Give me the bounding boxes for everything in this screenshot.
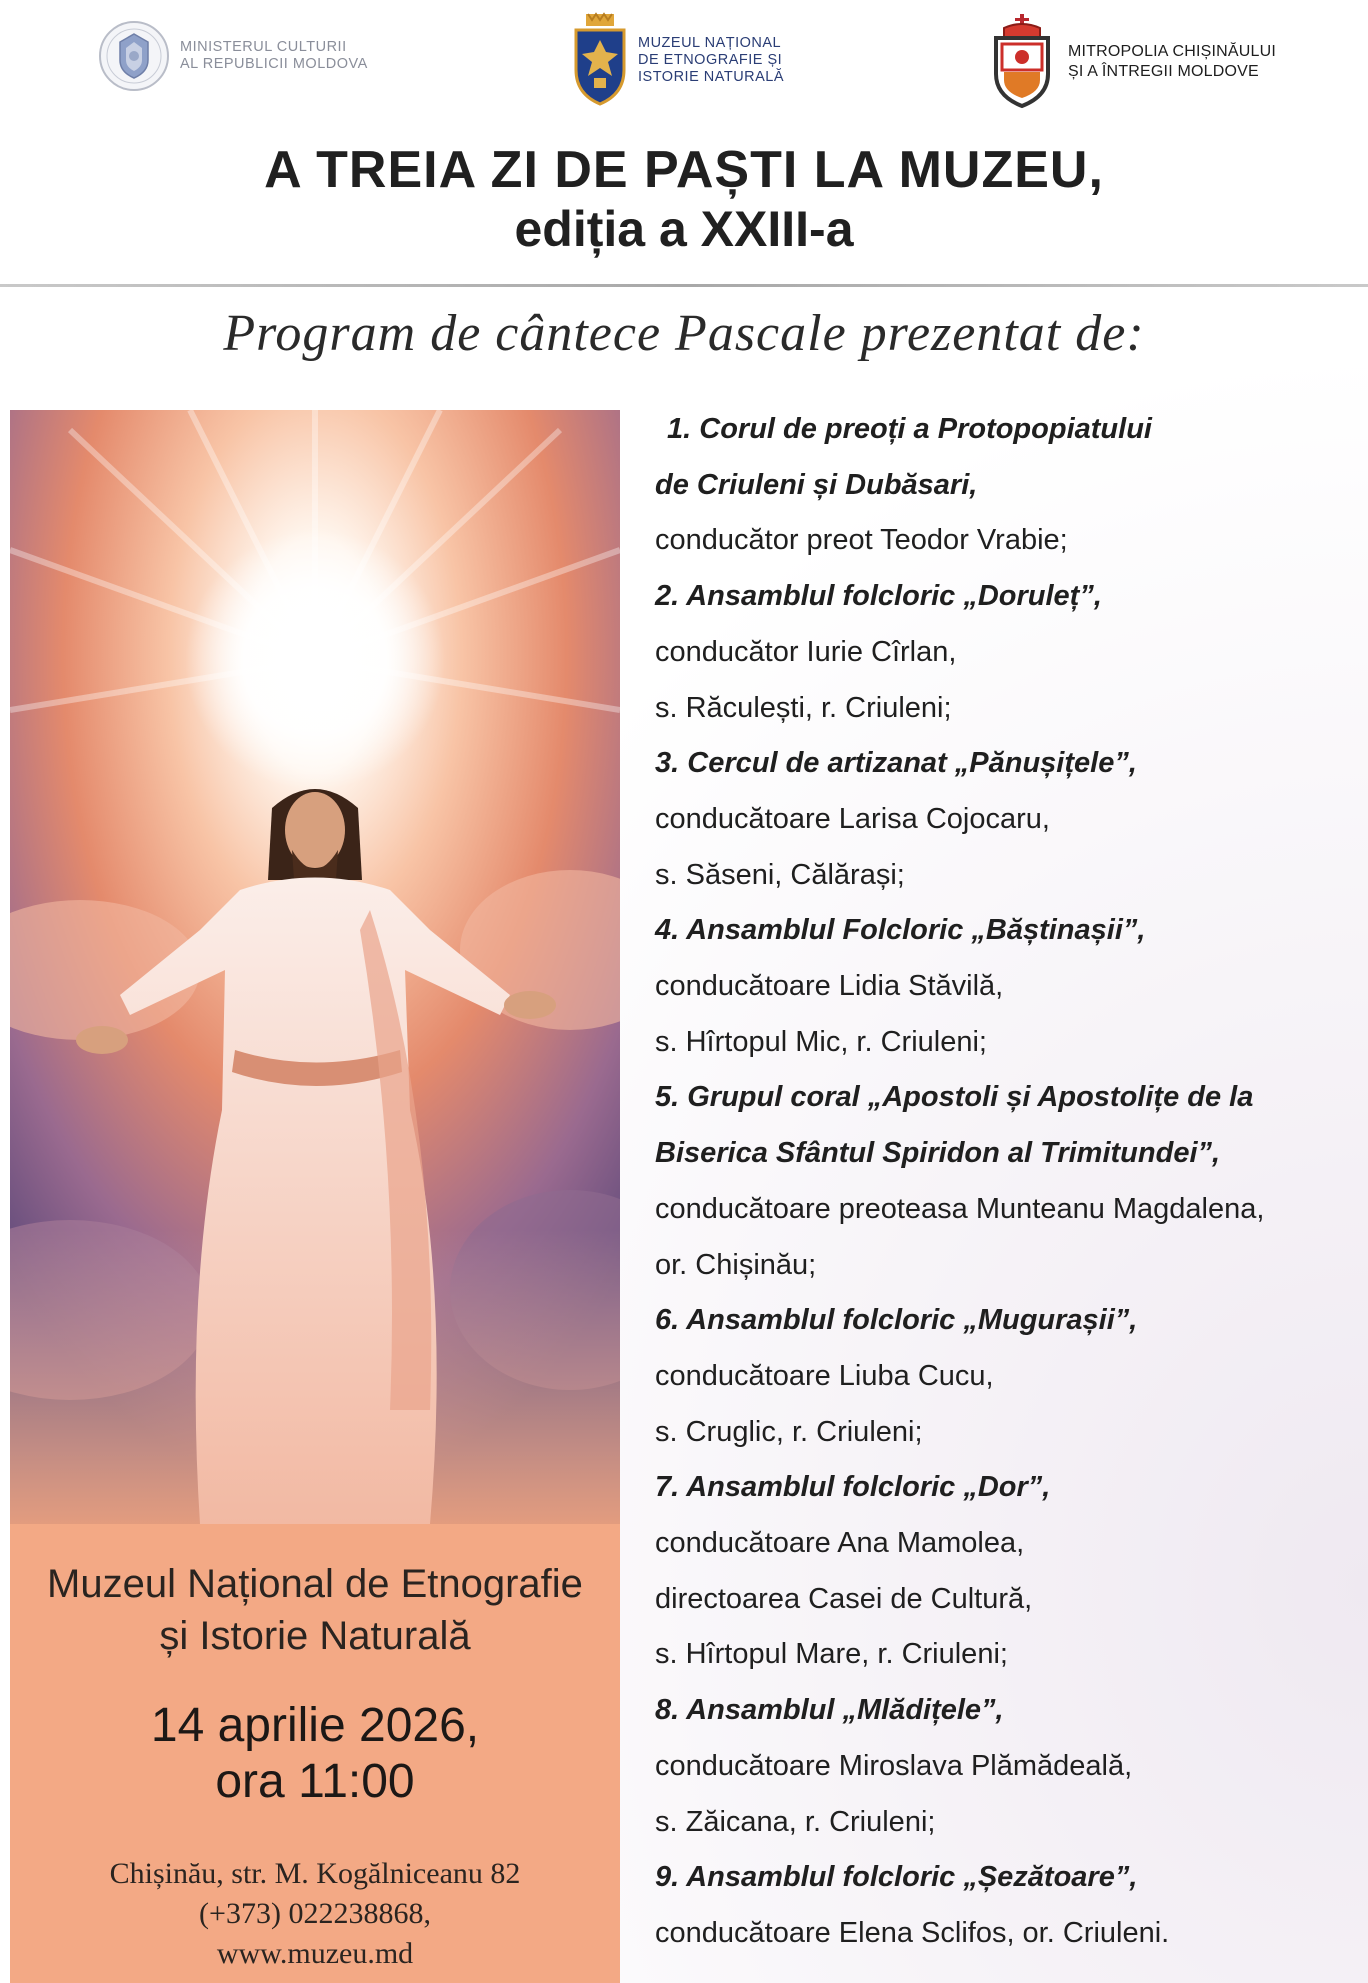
program-entry-detail: s. Cruglic, r. Criuleni; (655, 1415, 923, 1448)
program-entry-number: 3. (655, 747, 680, 780)
program-entry-title (655, 1460, 1355, 1516)
ministry-line-1: MINISTERUL CULTURII (180, 39, 347, 55)
program-entry-detail: conducătoare preoteasa Munteanu Magdalena, (655, 1192, 1265, 1225)
program-entry-detail: conducătoare Liuba Cucu, (655, 1359, 994, 1392)
ministry-line-2: AL REPUBLICII MOLDOVA (180, 56, 368, 72)
program-entry (655, 1850, 1355, 1961)
program-entry (655, 402, 1355, 569)
program-entry-number: 8. (655, 1694, 680, 1727)
program-entry-title-text: Ansamblul Folcloric „Băștinașii”, (686, 914, 1146, 947)
program-entry-title-text: Cercul de artizanat „Pănușițele”, (687, 747, 1137, 780)
event-title (0, 140, 1368, 258)
program-entry-title (655, 1293, 1355, 1349)
program-entry-title (655, 1070, 1355, 1126)
program-entry-title (655, 1126, 1355, 1182)
museum-shield-icon (572, 12, 628, 108)
program-subtitle: Program de cântece Pascale prezentat de: (223, 305, 1145, 362)
program-entry-title (655, 458, 1355, 514)
program-entry-title (655, 569, 1355, 625)
program-entry-detail: s. Săseni, Călărași; (655, 858, 905, 891)
program-entry (655, 1293, 1355, 1460)
program-entry-title (655, 736, 1355, 792)
program-list (655, 402, 1355, 1962)
logo-bar (0, 12, 1368, 122)
program-entry-title-text: Corul de preoți a Protopopiatului (699, 413, 1152, 445)
event-date: 14 aprilie 2026, (150, 1699, 480, 1752)
program-entry-number: 4. (655, 914, 680, 947)
title-divider (0, 284, 1368, 287)
event-time: ora 11:00 (215, 1755, 415, 1808)
museum-line-1: MUZEUL NAȚIONAL (638, 34, 782, 51)
metropolis-line-2: ȘI A ÎNTREGII MOLDOVE (1068, 63, 1259, 80)
title-line-2: ediția a XXIII-a (514, 201, 854, 257)
program-entry-detail: conducătoare Larisa Cojocaru, (655, 802, 1050, 835)
program-entry-number: 5. (655, 1081, 680, 1114)
program-entry-number: 1. (667, 413, 692, 445)
program-entry-detail: directoarea Casei de Cultură, (655, 1582, 1033, 1615)
museum-logo (572, 12, 784, 108)
metropolis-line-1: MITROPOLIA CHIȘINĂULUI (1068, 43, 1276, 60)
program-entry-number: 7. (655, 1471, 680, 1504)
program-entry-title-text: Biserica Sfântul Spiridon al Trimitundei”, (655, 1137, 1221, 1170)
program-entry (655, 736, 1355, 903)
museum-line-3: ISTORIE NATURALĂ (638, 68, 785, 85)
program-entry-detail: conducătoare Ana Mamolea, (655, 1527, 1025, 1560)
ministry-logo (98, 20, 368, 92)
metropolis-crest-icon (986, 14, 1058, 110)
program-entry-number: 2. (655, 580, 680, 613)
program-entry (655, 1070, 1355, 1293)
contact-info (10, 1854, 620, 1974)
metropolis-logo (986, 14, 1276, 110)
program-entry-detail: conducătoare Lidia Stăvilă, (655, 970, 1004, 1003)
program-entry-number: 6. (655, 1304, 680, 1337)
program-entry-title-text: de Criuleni și Dubăsari, (655, 468, 978, 501)
program-entry-title-text: Grupul coral „Apostoli și Apostolițe de la (687, 1081, 1254, 1114)
resurrection-illustration (10, 410, 620, 1524)
program-entry (655, 569, 1355, 736)
contact-website[interactable]: www.muzeu.md (216, 1937, 414, 1970)
program-entry-title (655, 903, 1355, 959)
program-entry-detail: or. Chișinău; (655, 1248, 817, 1281)
program-entry-title-text: Ansamblul folcloric „Mugurașii”, (686, 1304, 1138, 1337)
program-entry-detail: conducătoare Elena Sclifos, or. Criuleni. (655, 1916, 1170, 1949)
venue-line-2: și Istorie Naturală (159, 1614, 471, 1658)
program-entry-title (655, 402, 1355, 458)
program-entry-title-text: Ansamblul folcloric „Dor”, (686, 1471, 1051, 1504)
venue-line-1: Muzeul Național de Etnografie (47, 1562, 583, 1606)
ministry-crest-icon (98, 20, 170, 92)
program-entry-detail: conducătoare Miroslava Plămădeală, (655, 1749, 1133, 1782)
program-entry-title (655, 1683, 1355, 1739)
program-entry-number: 9. (655, 1861, 680, 1894)
contact-address: Chișinău, str. M. Kogălniceanu 82 (109, 1857, 521, 1890)
venue-name (10, 1558, 620, 1662)
program-entry-detail: s. Zăicana, r. Criuleni; (655, 1805, 936, 1838)
program-entry (655, 903, 1355, 1070)
event-datetime (10, 1698, 620, 1810)
museum-line-2: DE ETNOGRAFIE ȘI (638, 51, 783, 68)
program-entry-detail: conducător preot Teodor Vrabie; (655, 524, 1068, 557)
program-entry-detail: s. Hîrtopul Mic, r. Criuleni; (655, 1025, 987, 1058)
program-entry-title-text: Ansamblul „Mlădițele”, (686, 1694, 1004, 1727)
program-entry (655, 1460, 1355, 1683)
program-entry-detail: s. Hîrtopul Mare, r. Criuleni; (655, 1638, 1008, 1671)
program-entry-title (655, 1850, 1355, 1906)
program-entry-detail: s. Răculești, r. Criuleni; (655, 691, 952, 724)
program-entry-detail: conducător Iurie Cîrlan, (655, 635, 957, 668)
title-line-1: A TREIA ZI DE PAȘTI LA MUZEU, (264, 141, 1104, 199)
contact-phone: (+373) 022238868, (199, 1897, 431, 1930)
program-entry-title-text: Ansamblul folcloric „Doruleț”, (686, 580, 1102, 613)
program-entry-title-text: Ansamblul folcloric „Șezătoare”, (686, 1861, 1138, 1894)
event-info-panel (10, 410, 620, 1983)
program-entry (655, 1683, 1355, 1850)
